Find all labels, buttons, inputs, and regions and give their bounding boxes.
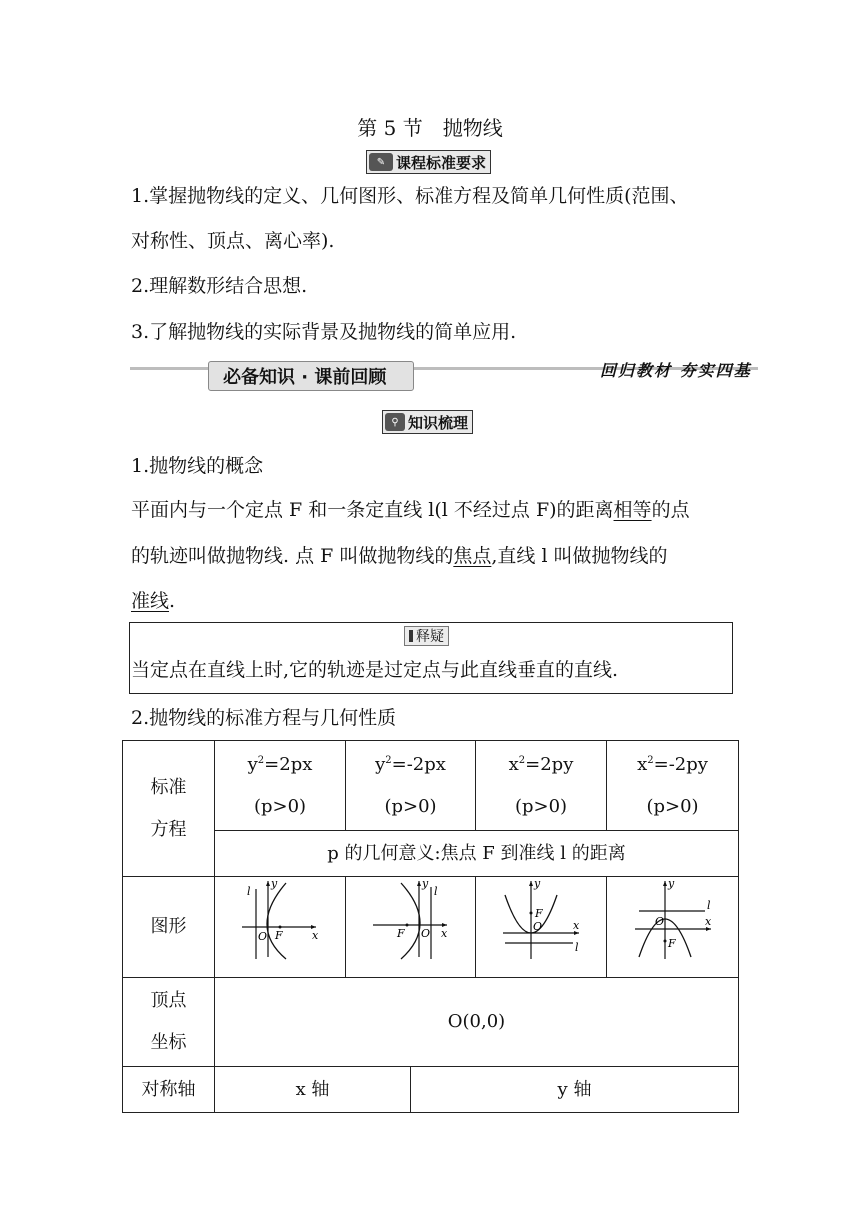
band-title: 必备知识 · 课前回顾 xyxy=(223,367,387,388)
p-meaning-cell: p 的几何意义:焦点 F 到准线 l 的距离 xyxy=(215,831,739,877)
equation-condition: (p>0) xyxy=(253,795,307,817)
equation-cell xyxy=(346,741,476,831)
concept-text: 平面内与一个定点 F 和一条定直线 l(l 不经过点 F)的距离 xyxy=(131,499,614,521)
axis-label-y: y xyxy=(534,877,541,890)
equation-cell xyxy=(215,741,346,831)
eq-lhs: y xyxy=(247,753,258,775)
directrix-label: l xyxy=(575,941,579,954)
graph-cell xyxy=(215,877,346,978)
requirement-line-1: 1.掌握抛物线的定义、几何图形、标准方程及简单几何性质(范围、 xyxy=(131,185,689,207)
table-row xyxy=(123,978,739,1067)
equation xyxy=(607,744,738,786)
directrix-label: l xyxy=(706,899,711,912)
parabola-right-graph xyxy=(240,877,320,961)
eq-lhs: y xyxy=(375,753,386,775)
properties-heading: 2.抛物线的标准方程与几何性质 xyxy=(131,707,397,729)
origin-label: O xyxy=(654,915,664,928)
equation-cell xyxy=(607,741,739,831)
axis-label-x: x xyxy=(573,919,580,932)
course-standard-badge xyxy=(366,150,491,174)
table-row xyxy=(123,741,739,831)
axis-label-y: y xyxy=(667,877,674,890)
axis-label-y: y xyxy=(421,877,428,890)
answer-focus: 焦点 xyxy=(453,545,492,567)
vertex-label xyxy=(123,978,215,1067)
concept-text: 的点 xyxy=(651,499,690,521)
requirement-line-2: 对称性、顶点、离心率). xyxy=(131,230,335,252)
equation xyxy=(476,744,606,786)
table-row xyxy=(123,877,739,978)
eq-sup: 2 xyxy=(518,754,526,766)
graph-cell xyxy=(476,877,607,978)
eq-rhs: =2py xyxy=(525,753,574,775)
equation-condition: (p>0) xyxy=(384,795,437,817)
concept-text: ,直线 l 叫做抛物线的 xyxy=(491,545,668,567)
parabola-up-graph xyxy=(499,877,583,961)
knowledge-badge xyxy=(382,410,473,434)
page-title: 第 5 节 抛物线 xyxy=(357,116,503,140)
answer-directrix: 准线 xyxy=(131,590,170,612)
equation xyxy=(346,744,475,786)
ruler-icon: ✎ xyxy=(369,153,393,171)
answer-equal: 相等 xyxy=(613,499,652,521)
eq-sup: 2 xyxy=(647,754,654,766)
clarification-tag xyxy=(404,626,449,646)
parabola-left-graph xyxy=(371,877,451,961)
concept-heading: 1.抛物线的概念 xyxy=(131,455,264,477)
graph-label: 图形 xyxy=(123,877,215,978)
clarification-text: 当定点在直线上时,它的轨迹是过定点与此直线垂直的直线. xyxy=(131,659,619,681)
band-slogan: 回归教材 夯实四基 xyxy=(600,361,752,380)
focus-label: F xyxy=(667,937,676,950)
band-title-box xyxy=(208,361,414,391)
table-row xyxy=(123,1067,739,1113)
origin-label: O xyxy=(533,920,543,933)
concept-line-1 xyxy=(131,498,690,522)
axis-label-x: x xyxy=(312,929,319,942)
origin-label: O xyxy=(258,930,268,943)
directrix-label: l xyxy=(433,885,438,898)
graph-cell xyxy=(346,877,476,978)
table-row xyxy=(123,831,739,877)
knowledge-label: 知识梳理 xyxy=(408,413,469,432)
origin-label: O xyxy=(420,927,430,940)
eq-sup: 2 xyxy=(385,754,392,766)
axis-label-y: y xyxy=(271,877,278,890)
symmetry-axis-y: y 轴 xyxy=(411,1067,739,1113)
label-text: 顶点 xyxy=(150,990,187,1011)
concept-text: 的轨迹叫做抛物线. 点 F 叫做抛物线的 xyxy=(131,545,454,567)
focus-label: F xyxy=(396,927,405,940)
eq-rhs: =-2px xyxy=(391,753,446,775)
parabola-down-graph xyxy=(631,877,715,961)
label-text: 标准 xyxy=(150,776,187,798)
course-standard-label: 课程标准要求 xyxy=(396,153,487,172)
symmetry-axis-label: 对称轴 xyxy=(123,1067,215,1113)
label-text: 方程 xyxy=(150,818,187,840)
axis-label-x: x xyxy=(704,915,711,928)
concept-line-2 xyxy=(131,544,668,568)
graph-cell xyxy=(607,877,739,978)
focus-label: F xyxy=(535,907,543,920)
eq-lhs: x xyxy=(508,753,519,775)
compass-icon: ⚲ xyxy=(385,413,405,431)
concept-line-3 xyxy=(131,589,175,613)
requirement-line-4: 3.了解抛物线的实际背景及抛物线的简单应用. xyxy=(131,321,517,343)
directrix-label: l xyxy=(247,885,251,898)
vertex-value: O(0,0) xyxy=(215,978,739,1067)
clarification-tag-label: 释疑 xyxy=(416,629,444,645)
std-eq-label xyxy=(123,741,215,877)
tag-bar-icon xyxy=(409,630,413,642)
eq-rhs: =2px xyxy=(264,753,313,775)
equation xyxy=(215,744,345,786)
equation-cell xyxy=(476,741,607,831)
requirement-line-3: 2.理解数形结合思想. xyxy=(131,275,308,297)
equation-condition: (p>0) xyxy=(646,795,699,817)
eq-lhs: x xyxy=(637,753,648,775)
eq-rhs: =-2py xyxy=(653,753,708,775)
properties-table xyxy=(122,740,739,1113)
focus-label: F xyxy=(275,929,283,942)
equation-condition: (p>0) xyxy=(514,795,568,817)
concept-text: . xyxy=(169,590,176,612)
label-text: 坐标 xyxy=(150,1032,187,1053)
eq-sup: 2 xyxy=(257,754,265,766)
symmetry-axis-x: x 轴 xyxy=(215,1067,411,1113)
axis-label-x: x xyxy=(440,927,447,940)
